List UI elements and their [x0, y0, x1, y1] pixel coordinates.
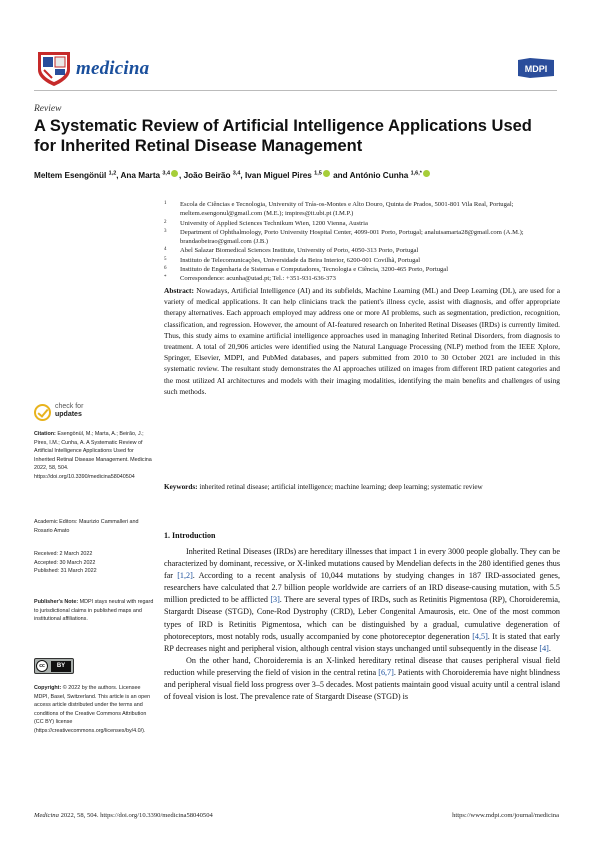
affiliations	[164, 200, 564, 284]
affiliation-item	[164, 256, 564, 265]
copyright-block	[34, 684, 154, 736]
affiliation-text: Abel Salazar Biomedical Sciences Institute, University of Porto, 4050-313 Porto, Portugal	[180, 247, 419, 255]
affiliation-text: Correspondence: acunha@utad.pt; Tel.: +351-931-636-373	[180, 275, 336, 283]
citation-link[interactable]: [4]	[539, 643, 549, 653]
author-name: Ivan Miguel Pires $^{1,5}$	[245, 171, 331, 180]
orcid-icon[interactable]	[423, 170, 430, 177]
check-updates-line2: updates	[55, 411, 82, 418]
publisher-note-label: Publisher's Note:	[34, 599, 79, 605]
abstract-label: Abstract:	[164, 286, 194, 295]
journal-name: medicina	[76, 58, 150, 79]
author-name: António Cunha $^{1,6,*}$	[350, 171, 431, 180]
accepted-date: Accepted: 30 March 2022	[34, 559, 96, 566]
copyright-text: © 2022 by the authors. Licensee MDPI, Basel, Switzerland. This article is an open access article distributed under the terms and conditions of the Creative Commons Attribution (CC BY) license (https://creativecommons.org/licenses/by/4.0/).	[34, 685, 151, 734]
citation-block	[34, 430, 154, 482]
author-affiliation-marker: 1,5	[314, 170, 322, 177]
section-number: 1.	[164, 531, 170, 540]
check-for-updates-button[interactable]	[34, 402, 104, 426]
section-title: Introduction	[172, 531, 216, 540]
abstract-text: Nowadays, Artificial Intelligence (AI) and its subfields, Machine Learning (ML) and Deep Learning (DL), are used for a variety of medical applications. It can help clinicians track the patient's illness cycle, assist with diagnosis, and offer appropriate therapy alternatives. Each approach employed may address one or more AI problems, such as segmentation, prediction, recognition, classification, and regression. However, the amount of AI-featured research on Inherited Retinal Diseases (IRDs) is currently limited. Thus, this study aims to examine artificial intelligence approaches used in managing Inherited Retinal Disorders, from diagnosis to treatment. A total of 20,906 articles were identified using the Natural Language Processing (NLP) method from the IEEE Xplore, Springer, Elsevier, MDPI, and PubMed databases, and papers submitted from 2010 to 30 October 2021 are included in this systematic review. The resultant study demonstrates the AI approaches utilized on images from different IRD patient categories and the most utilized AI architectures and models with their imaging modalities, identifying the main benefits and challenges of using such methods.	[164, 286, 560, 396]
affiliation-item	[164, 246, 564, 255]
published-date: Published: 31 March 2022	[34, 568, 97, 575]
author-affiliation-marker: 1,2	[108, 170, 117, 177]
author-name: Ana Marta $^{3,4}$	[121, 171, 180, 180]
article-title: A Systematic Review of Artificial Intelligence Applications Used for Inherited Retinal Disease Management	[34, 117, 532, 155]
orcid-icon[interactable]	[323, 170, 330, 177]
footer-journal-url[interactable]: https://www.mdpi.com/journal/medicina	[452, 812, 559, 819]
citation-label: Citation:	[34, 431, 56, 437]
affiliation-number: 4	[164, 247, 167, 253]
affiliation-number: *	[164, 275, 167, 281]
citation-link[interactable]: [6,7]	[378, 667, 394, 677]
check-updates-line1: check for	[55, 403, 84, 410]
affiliation-number: 5	[164, 256, 167, 262]
academic-editors: Academic Editors: Maurizio Cammalleri and Rosario Amato	[34, 519, 139, 534]
affiliation-text: Instituto de Telecomunicações, Universidade da Beira Interior, 6200-001 Covilhã, Portugal	[180, 256, 421, 264]
affiliation-number: 6	[164, 266, 167, 272]
citation-text: Esengönül, M.; Marta, A.; Beirão, J.; Pires, I.M.; Cunha, A. A Systematic Review of Artificial Intelligence Applications Used for Inherited Retinal Disease Management. Medicina 2022, 58, 504. https://doi.org/10.3390/medicina58040504	[34, 431, 152, 480]
publisher-note	[34, 598, 154, 624]
keywords-text: inherited retinal disease; artificial intelligence; machine learning; deep learning; systematic review	[199, 483, 483, 491]
paragraph-2: On the other hand, Choroideremia is an X-linked hereditary retinal disease that causes peripheral visual field reduction while preserving the field of vision in the central retina [6,7]. Patients with Choroideremia have night blindness and peripheral visual field loss progress over 3–5 decades. Most patients maintain good visual acuity until a central island of foveal vision is lost. The prevalence rate of Stargardt Disease (STGD) is	[164, 655, 560, 702]
cc-by-license-badge[interactable]	[34, 658, 74, 674]
citation-link[interactable]: [3]	[270, 595, 280, 605]
abstract	[164, 285, 560, 397]
article-type: Review	[34, 104, 62, 114]
affiliation-number: 1	[164, 201, 167, 206]
affiliation-item	[164, 228, 564, 247]
affiliation-item	[164, 200, 564, 219]
footer-citation	[34, 812, 213, 819]
by-icon: BY	[51, 661, 71, 672]
body-text	[164, 546, 560, 703]
affiliation-text: Department of Ophthalmology, Porto University Hospital Center, 4099-001 Porto, Portugal; analuisamarta28@gmail.com (A.M.); brandaobeirao@gmail.com (J.B.)	[180, 228, 524, 246]
citation-link[interactable]: [1,2]	[177, 571, 193, 581]
keywords	[164, 482, 560, 492]
journal-logo-icon	[34, 48, 74, 88]
affiliation-number: 3	[164, 228, 167, 234]
author-affiliation-marker: 1,6,*	[410, 170, 422, 177]
mdpi-logo-text: MDPI	[524, 64, 548, 74]
author-affiliation-marker: 3,4	[162, 170, 171, 177]
author-name: Meltem Esengönül $^{1,2}$	[34, 170, 117, 180]
affiliation-item	[164, 219, 564, 228]
citation-link[interactable]: [4,5]	[472, 631, 488, 641]
header-rule	[34, 90, 557, 91]
dates-block	[34, 550, 154, 576]
author-name: João Beirão $^{3,4}$	[183, 170, 241, 180]
keywords-label: Keywords:	[164, 483, 198, 491]
author-list: Meltem Esengönül $^{1,2}$, Ana Marta $^{3,4}$ , João Beirão $^{3,4}$, Ivan Miguel Pires $^{1,5}$ and António Cunha $^{1,6,*}$	[34, 170, 564, 180]
affiliation-number: 2	[164, 219, 167, 225]
mdpi-logo-icon	[516, 56, 556, 80]
cc-icon: cc	[36, 660, 48, 672]
author-affiliation-marker: 3,4	[232, 170, 241, 177]
affiliation-text: Instituto de Engenharia de Sistemas e Computadores, Tecnologia e Ciência, 3200-465 Porto, Portugal	[180, 266, 449, 274]
affiliation-item	[164, 274, 564, 283]
received-date: Received: 2 March 2022	[34, 551, 93, 557]
footer-doi: 2022, 58, 504. https://doi.org/10.3390/medicina58040504	[60, 812, 213, 819]
affiliation-text: University of Applied Sciences Technikum Wien, 1200 Vienna, Austria	[180, 219, 368, 227]
affiliation-text: Escola de Ciências e Tecnologia, University of Trás-os-Montes e Alto Douro, Quinta de Prados, 5001-801 Vila Real, Portugal; meltem.esengonul@gmail.com (M.E.); impires@it.ubi.pt (I.M.P.)	[180, 201, 514, 218]
paragraph-1: Inherited Retinal Diseases (IRDs) are hereditary illnesses that impact 1 in every 3000 people globally. They can be characterized by dominant, recessive, or X-linked mutations caused by Mendelian defects in the 280 identified genes thus far [1,2]. According to a recent analysis of 10,044 mutations by studying changes in 187 IRD-associated genes, researchers have calculated that 2.7 billion people worldwide are carriers of an IRD disease-causing mutation, with 5.5 million predicted to be afflicted [3]. There are several types of IRDs, such as Retinitis Pigmentosa (RP), Choroideremia, Stargardt Disease (STGD), Cone-Rod Dystrophy (CRD), Leber Congenital Amaurosis, etc. One of the most common types of IRD is Retinitis Pigmentosa, which can be distinguished by a gradual, cumulative degeneration of photoreceptors, most notably rods, usually accompanied by cone photoreceptor degeneration [4,5]. It is stated that early RP decreases night and peripheral vision, although central vision stays unchanged until subsequently in the disease [4].	[164, 547, 560, 653]
orcid-icon[interactable]	[171, 170, 178, 177]
affiliation-item	[164, 265, 564, 274]
publisher-note-text: MDPI stays neutral with regard to jurisdictional claims in published maps and institutional affiliations.	[34, 599, 154, 623]
footer-journal: Medicina	[34, 812, 59, 819]
check-icon	[34, 404, 51, 421]
copyright-label: Copyright:	[34, 685, 62, 691]
section-heading	[164, 531, 215, 540]
